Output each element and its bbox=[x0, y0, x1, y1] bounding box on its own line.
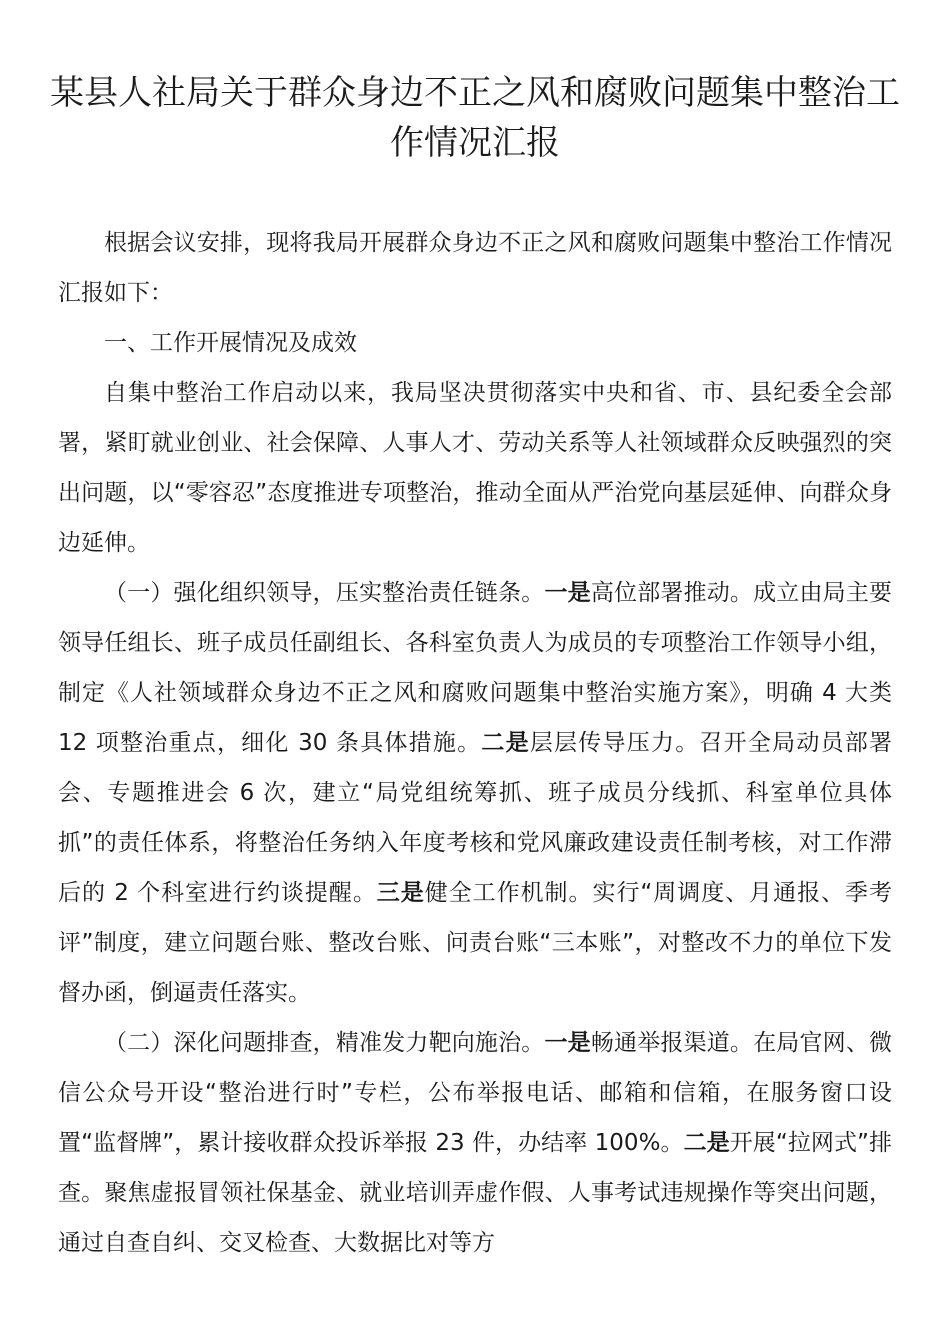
part-1-heading: （一）强化组织领导，压实整治责任链条。 bbox=[104, 580, 545, 606]
part-1-measure-1-label: 一是 bbox=[544, 580, 591, 606]
part-2-measure-1-text: 畅通举报渠道。在局官网、微信公众号开设“整治进行时”专栏，公布举报电话、邮箱和信箱，在服务窗口设置“监督牌”，累计接收群众投诉举报 23 件，办结率 100%。 bbox=[58, 1030, 893, 1156]
part-2-heading: （二）深化问题排查，精准发力靶向施治。 bbox=[104, 1030, 545, 1056]
section-1-paragraph: 自集中整治工作启动以来，我局坚决贯彻落实中央和省、市、县纪委全会部署，紧盯就业创业、社会保障、人事人才、劳动关系等人社领域群众反映强烈的突出问题，以“零容忍”态度推进专项整治，推动全面从严治党向基层延伸、向群众身边延伸。 bbox=[58, 380, 892, 556]
document-body bbox=[58, 218, 892, 1268]
part-1-measure-2-text: 层层传导压力。召开全局动员部署会、专题推进会 6 次，建立“局党组统筹抓、班子成员分线抓、科室单位具体抓”的责任体系，将整治任务纳入年度考核和党风廉政建设责任制考核，对工作滞后的 2 个科室进行约谈提醒。 bbox=[58, 730, 893, 906]
part-2-paragraph bbox=[58, 1018, 892, 1268]
intro-paragraph: 根据会议安排，现将我局开展群众身边不正之风和腐败问题集中整治工作情况汇报如下： bbox=[58, 230, 892, 306]
part-1-measure-3-label: 三是 bbox=[376, 880, 425, 906]
part-1-measure-2-label: 二是 bbox=[481, 730, 530, 756]
section-1-heading: 一、工作开展情况及成效 bbox=[104, 330, 357, 356]
part-2-measure-1-label: 一是 bbox=[544, 1030, 591, 1056]
part-1-measure-3-text: 健全工作机制。实行“周调度、月通报、季考评”制度，建立问题台账、整改台账、问责台账“三本账”，对整改不力的单位下发督办函，倒逼责任落实。 bbox=[58, 880, 892, 1006]
part-1-paragraph bbox=[58, 568, 892, 1018]
document-title: 某县人社局关于群众身边不正之风和腐败问题集中整治工作情况汇报 bbox=[50, 73, 900, 163]
part-2-measure-2-label: 二是 bbox=[683, 1130, 730, 1156]
part-1-measure-1-text: 高位部署推动。成立由局主要领导任组长、班子成员任副组长、各科室负责人为成员的专项整治工作领导小组，制定《人社领域群众身边不正之风和腐败问题集中整治实施方案》，明确 4 大类 12 项整治重点，细化 30 条具体措施。 bbox=[58, 580, 893, 756]
part-2-measure-2-text: 开展“拉网式”排查。聚焦虚报冒领社保基金、就业培训弄虚作假、人事考试违规操作等突出问题，通过自查自纠、交叉检查、大数据比对等方 bbox=[58, 1130, 892, 1256]
